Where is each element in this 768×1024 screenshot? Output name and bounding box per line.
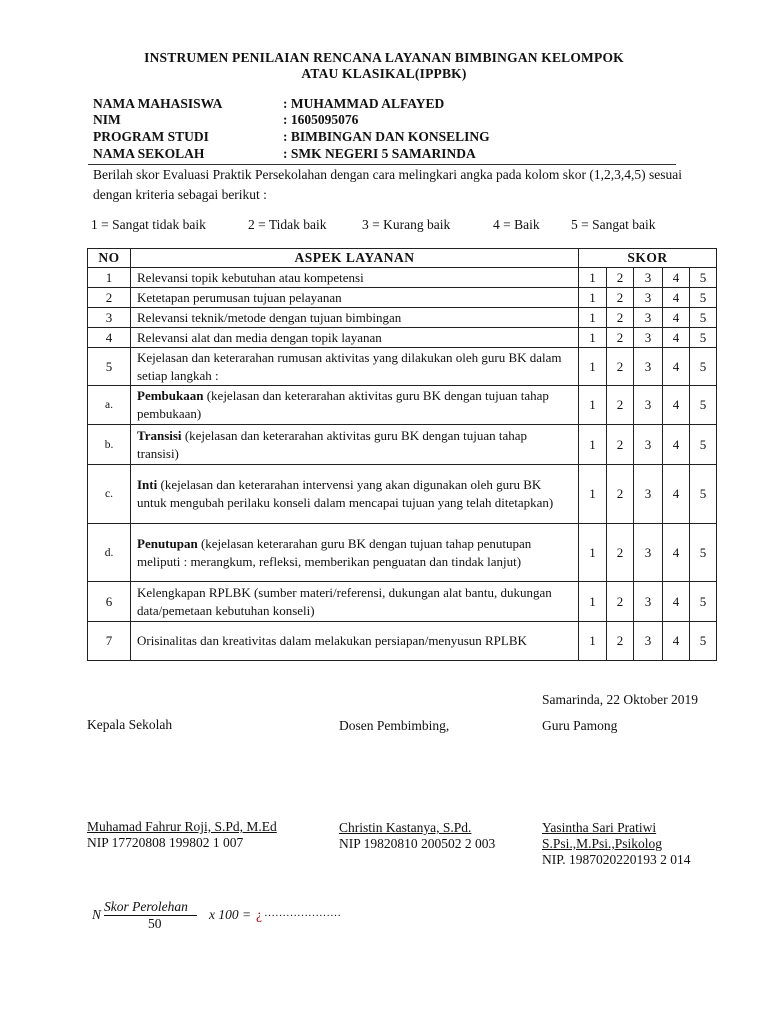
header-skor: SKOR bbox=[579, 249, 717, 268]
score-option-3[interactable]: 3 bbox=[634, 386, 663, 425]
info-value: : 1605095076 bbox=[283, 112, 359, 127]
row-number: 1 bbox=[88, 268, 131, 288]
formula-times: x 100 = bbox=[209, 907, 252, 922]
title-line-2: ATAU KLASIKAL(IPPBK) bbox=[301, 66, 467, 81]
row-number: 2 bbox=[88, 288, 131, 308]
row-number: c. bbox=[88, 465, 131, 524]
score-option-4[interactable]: 4 bbox=[663, 425, 690, 465]
score-option-2[interactable]: 2 bbox=[607, 425, 634, 465]
info-label: PROGRAM STUDI bbox=[93, 129, 209, 144]
row-aspect bbox=[131, 348, 579, 386]
row-number: 7 bbox=[88, 622, 131, 661]
row-number: 5 bbox=[88, 348, 131, 386]
row-aspect bbox=[131, 524, 579, 582]
score-option-5[interactable]: 5 bbox=[690, 425, 717, 465]
score-option-3[interactable]: 3 bbox=[634, 308, 663, 328]
document-title bbox=[0, 50, 768, 82]
scale-item-3: 3 = Kurang baik bbox=[362, 217, 451, 232]
score-option-4[interactable]: 4 bbox=[663, 268, 690, 288]
score-option-5[interactable]: 5 bbox=[690, 582, 717, 622]
kepala-role: Kepala Sekolah bbox=[87, 717, 173, 732]
score-option-1[interactable]: 1 bbox=[579, 465, 607, 524]
instruction-text: Berilah skor Evaluasi Praktik Persekolahan dengan cara melingkari angka pada kolom skor (1,2,3,4,5) sesuai dengan kriteria sebagai berikut : bbox=[93, 167, 682, 202]
table-row bbox=[88, 582, 717, 622]
score-option-3[interactable]: 3 bbox=[634, 582, 663, 622]
score-option-3[interactable]: 3 bbox=[634, 425, 663, 465]
title-line-1: INSTRUMEN PENILAIAN RENCANA LAYANAN BIMBINGAN KELOMPOK bbox=[144, 50, 624, 65]
table-row bbox=[88, 268, 717, 288]
score-option-3[interactable]: 3 bbox=[634, 622, 663, 661]
score-option-3[interactable]: 3 bbox=[634, 268, 663, 288]
score-option-3[interactable]: 3 bbox=[634, 348, 663, 386]
aspect-text: (kejelasan dan keterarahan intervensi yang akan digunakan oleh guru BK untuk mengubah perilaku konseli dalam mencapai tujuan yang telah ditetapkan) bbox=[137, 477, 554, 510]
aspect-text: Relevansi teknik/metode dengan tujuan bimbingan bbox=[137, 309, 402, 325]
table-row bbox=[88, 288, 717, 308]
formula-n: N bbox=[92, 907, 102, 922]
aspect-text: Relevansi topik kebutuhan atau kompetensi bbox=[137, 269, 364, 285]
guru-name: Yasintha Sari Pratiwi bbox=[542, 820, 657, 835]
score-option-4[interactable]: 4 bbox=[663, 328, 690, 348]
score-option-1[interactable]: 1 bbox=[579, 308, 607, 328]
dosen-nip: NIP 19820810 200502 2 003 bbox=[339, 836, 496, 851]
aspect-text: (kejelasan keterarahan guru BK dengan tujuan tahap penutupan meliputi : merangkum, refleksi, memberikan penguatan dan tindak lanjut) bbox=[137, 535, 532, 569]
table-row bbox=[88, 386, 717, 425]
score-option-1[interactable]: 1 bbox=[579, 582, 607, 622]
score-option-5[interactable]: 5 bbox=[690, 524, 717, 582]
table-header-row bbox=[88, 249, 717, 268]
row-aspect bbox=[131, 622, 579, 661]
scale-item-2: 2 = Tidak baik bbox=[248, 217, 327, 232]
score-option-3[interactable]: 3 bbox=[634, 328, 663, 348]
row-number: a. bbox=[88, 386, 131, 425]
table-row bbox=[88, 308, 717, 328]
place-date: Samarinda, 22 Oktober 2019 bbox=[542, 692, 698, 707]
row-aspect bbox=[131, 582, 579, 622]
score-option-5[interactable]: 5 bbox=[690, 308, 717, 328]
formula-result: ¿ bbox=[256, 907, 262, 922]
info-label: NIM bbox=[93, 112, 121, 127]
header-aspek: ASPEK LAYANAN bbox=[131, 249, 579, 268]
score-option-1[interactable]: 1 bbox=[579, 288, 607, 308]
score-option-1[interactable]: 1 bbox=[579, 524, 607, 582]
row-number: b. bbox=[88, 425, 131, 465]
row-aspect bbox=[131, 308, 579, 328]
score-option-5[interactable]: 5 bbox=[690, 348, 717, 386]
score-option-4[interactable]: 4 bbox=[663, 288, 690, 308]
score-option-3[interactable]: 3 bbox=[634, 524, 663, 582]
header-no: NO bbox=[88, 249, 131, 268]
score-option-5[interactable]: 5 bbox=[690, 288, 717, 308]
score-option-2[interactable]: 2 bbox=[607, 308, 634, 328]
aspect-text: Relevansi alat dan media dengan topik layanan bbox=[137, 329, 382, 345]
score-option-2[interactable]: 2 bbox=[607, 622, 634, 661]
aspect-text: Ketetapan perumusan tujuan pelayanan bbox=[137, 289, 342, 305]
aspect-text: (kejelasan dan keterarahan aktivitas guru BK dengan tujuan tahap transisi) bbox=[137, 427, 528, 461]
guru-title: S.Psi.,M.Psi.,Psikolog bbox=[542, 836, 663, 851]
guru-nip: NIP. 1987020220193 2 014 bbox=[542, 852, 691, 867]
score-option-5[interactable]: 5 bbox=[690, 386, 717, 425]
score-option-4[interactable]: 4 bbox=[663, 386, 690, 425]
score-option-2[interactable]: 2 bbox=[607, 348, 634, 386]
scale-item-4: 4 = Baik bbox=[493, 217, 540, 232]
row-aspect bbox=[131, 425, 579, 465]
kepala-nip: NIP 17720808 199802 1 007 bbox=[87, 835, 244, 850]
formula-numerator: Skor Perolehan bbox=[104, 899, 188, 914]
aspect-title: Transisi bbox=[137, 427, 182, 443]
table-row bbox=[88, 328, 717, 348]
aspect-text: Kelengkapan RPLBK (sumber materi/referensi, dukungan alat bantu, dukungan data/pemetaan kebutuhan konseli) bbox=[137, 584, 552, 618]
table-row bbox=[88, 348, 717, 386]
aspect-title: Pembukaan bbox=[137, 388, 204, 403]
score-option-2[interactable]: 2 bbox=[607, 268, 634, 288]
score-option-4[interactable]: 4 bbox=[663, 582, 690, 622]
row-aspect bbox=[131, 386, 579, 425]
score-option-2[interactable]: 2 bbox=[607, 386, 634, 425]
score-option-1[interactable]: 1 bbox=[579, 328, 607, 348]
score-option-1[interactable]: 1 bbox=[579, 268, 607, 288]
guru-role: Guru Pamong bbox=[542, 718, 618, 733]
score-option-2[interactable]: 2 bbox=[607, 328, 634, 348]
row-number: d. bbox=[88, 524, 131, 582]
aspect-text: (kejelasan dan keterarahan aktivitas guru BK dengan tujuan tahap pembukaan) bbox=[137, 388, 549, 421]
score-option-3[interactable]: 3 bbox=[634, 465, 663, 524]
score-option-2[interactable]: 2 bbox=[607, 582, 634, 622]
aspect-text: Orisinalitas dan kreativitas dalam melakukan persiapan/menyusun RPLBK bbox=[137, 633, 527, 648]
scale-item-1: 1 = Sangat tidak baik bbox=[91, 217, 206, 232]
score-option-5[interactable]: 5 bbox=[690, 328, 717, 348]
info-label: NAMA MAHASISWA bbox=[93, 96, 223, 111]
aspect-title: Penutupan bbox=[137, 535, 198, 551]
dosen-role: Dosen Pembimbing, bbox=[339, 718, 450, 733]
aspect-text: Kejelasan dan keterarahan rumusan aktivitas yang dilakukan oleh guru BK dalam setiap langkah : bbox=[137, 349, 562, 383]
table-row bbox=[88, 524, 717, 582]
dosen-name: Christin Kastanya, S.Pd. bbox=[339, 820, 472, 835]
score-option-4[interactable]: 4 bbox=[663, 465, 690, 524]
kepala-name: Muhamad Fahrur Roji, S.Pd, M.Ed bbox=[87, 819, 277, 834]
assessment-table bbox=[87, 248, 717, 661]
formula-denominator: 50 bbox=[148, 916, 162, 931]
info-value: : MUHAMMAD ALFAYED bbox=[283, 96, 445, 111]
row-aspect bbox=[131, 328, 579, 348]
table-row bbox=[88, 622, 717, 661]
score-option-5[interactable]: 5 bbox=[690, 622, 717, 661]
table-row bbox=[88, 465, 717, 524]
row-aspect bbox=[131, 288, 579, 308]
score-option-4[interactable]: 4 bbox=[663, 524, 690, 582]
row-aspect bbox=[131, 268, 579, 288]
score-option-2[interactable]: 2 bbox=[607, 288, 634, 308]
score-option-1[interactable]: 1 bbox=[579, 348, 607, 386]
scale-item-5: 5 = Sangat baik bbox=[571, 217, 656, 232]
row-aspect bbox=[131, 465, 579, 524]
score-option-1[interactable]: 1 bbox=[579, 622, 607, 661]
info-value: : SMK NEGERI 5 SAMARINDA bbox=[283, 146, 476, 161]
score-option-5[interactable]: 5 bbox=[690, 465, 717, 524]
score-option-4[interactable]: 4 bbox=[663, 622, 690, 661]
row-number: 6 bbox=[88, 582, 131, 622]
score-option-2[interactable]: 2 bbox=[607, 465, 634, 524]
score-option-1[interactable]: 1 bbox=[579, 425, 607, 465]
row-number: 3 bbox=[88, 308, 131, 328]
info-label: NAMA SEKOLAH bbox=[93, 146, 205, 161]
aspect-title: Inti bbox=[137, 477, 158, 492]
score-option-4[interactable]: 4 bbox=[663, 308, 690, 328]
score-option-1[interactable]: 1 bbox=[579, 386, 607, 425]
formula-dots: ………………… bbox=[264, 907, 341, 919]
info-value: : BIMBINGAN DAN KONSELING bbox=[283, 129, 490, 144]
score-option-5[interactable]: 5 bbox=[690, 268, 717, 288]
score-option-4[interactable]: 4 bbox=[663, 348, 690, 386]
score-option-2[interactable]: 2 bbox=[607, 524, 634, 582]
score-option-3[interactable]: 3 bbox=[634, 288, 663, 308]
row-number: 4 bbox=[88, 328, 131, 348]
table-row bbox=[88, 425, 717, 465]
